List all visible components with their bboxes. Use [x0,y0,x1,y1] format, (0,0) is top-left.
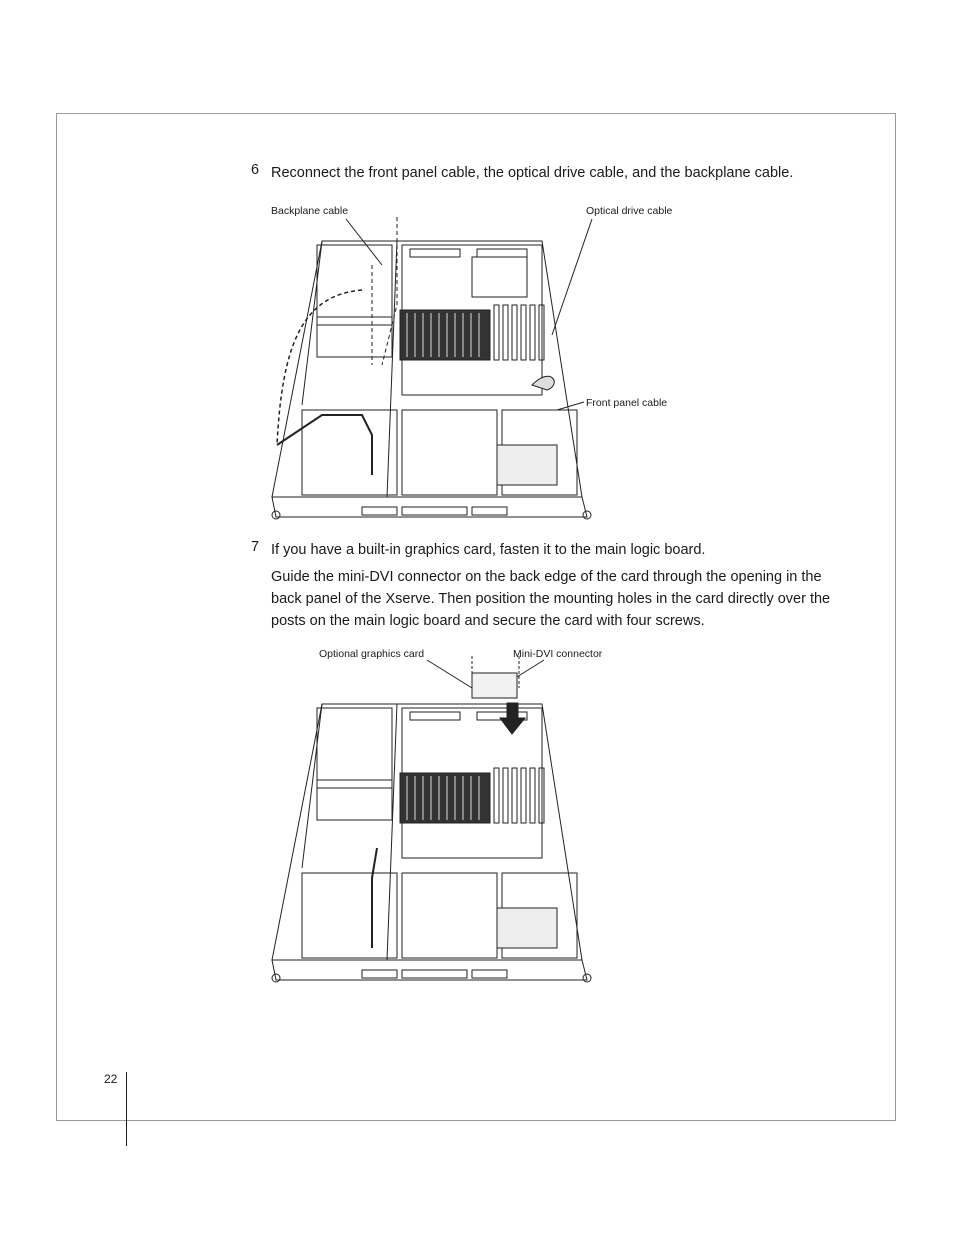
step-6-number: 6 [251,162,260,178]
xserve-cables-illustration [262,205,607,525]
step-7-number: 7 [251,539,260,555]
graphics-card-illustration [262,648,607,988]
callout-backplane-cable: Backplane cable [271,205,349,217]
footer-rule [126,1072,127,1146]
callout-front-panel-cable: Front panel cable [586,397,668,409]
callout-optical-drive-cable: Optical drive cable [586,205,673,217]
callout-mini-dvi-connector: Mini-DVI connector [513,648,603,660]
callout-optional-graphics-card: Optional graphics card [319,648,425,660]
page-number: 22 [104,1072,118,1086]
step-7-text: If you have a built-in graphics card, fasten it to the main logic board. [271,542,706,558]
step-6-text: Reconnect the front panel cable, the optical drive cable, and the backplane cable. [271,165,794,181]
step-7-detail: Guide the mini-DVI connector on the back edge of the card through the opening in the back panel of the Xserve. Then position the mounting holes in the card directly over the posts on the main logic board and secure the card with four screws. [271,569,831,629]
